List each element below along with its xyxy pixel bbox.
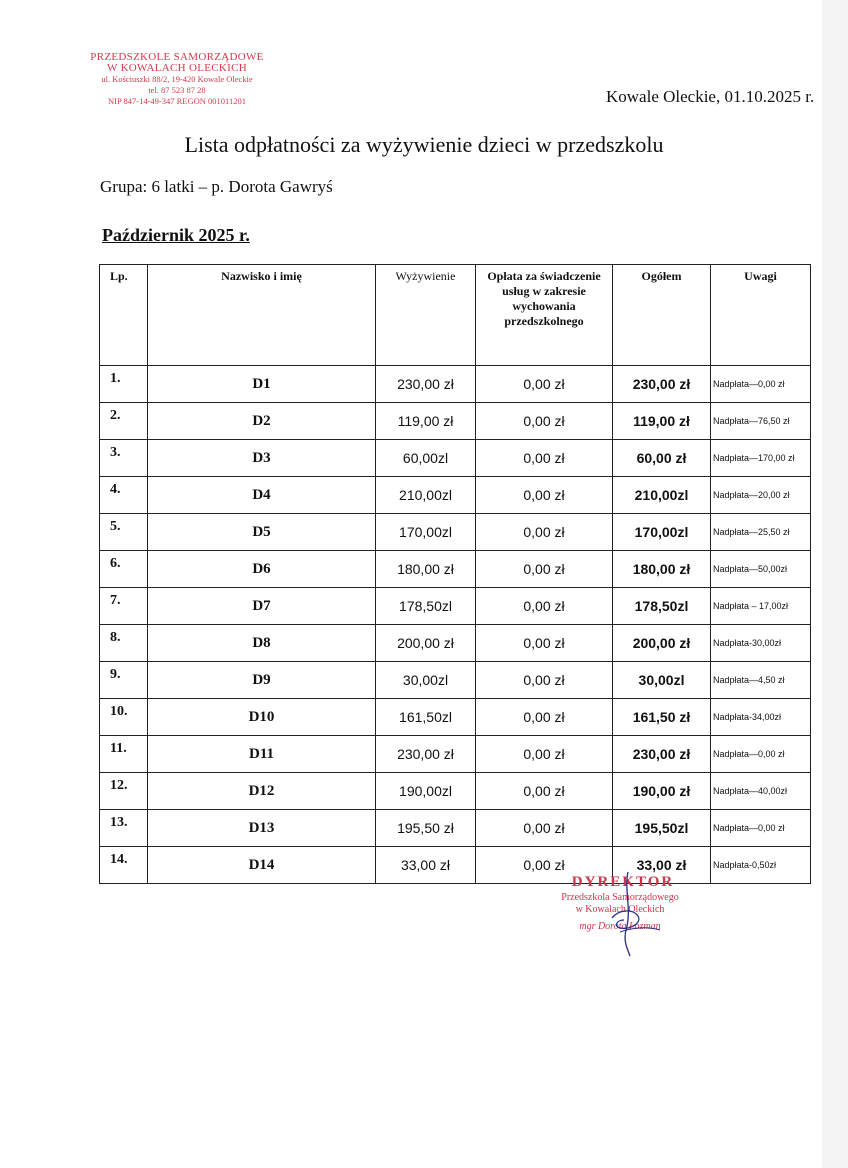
row-note: Nadpłata—4,50 zł	[711, 662, 811, 699]
table-row	[100, 847, 811, 884]
row-service: 0,00 zł	[476, 662, 613, 699]
header-food: Wyżywienie	[376, 265, 476, 366]
stamp-line-4: tel. 87 523 87 28	[148, 85, 206, 95]
row-food: 161,50zl	[376, 699, 476, 736]
row-total: 60,00 zł	[613, 440, 711, 477]
header-lp: Lp.	[100, 265, 148, 366]
table-header-row	[100, 265, 811, 366]
row-note: Nadpłata—0,00 zł	[711, 736, 811, 773]
row-service: 0,00 zł	[476, 736, 613, 773]
row-name: D4	[148, 477, 376, 514]
table-row	[100, 625, 811, 662]
row-name: D8	[148, 625, 376, 662]
row-lp: 1.	[100, 366, 148, 403]
row-note: Nadpłata—20,00 zł	[711, 477, 811, 514]
row-lp: 2.	[100, 403, 148, 440]
row-food: 30,00zl	[376, 662, 476, 699]
row-total: 180,00 zł	[613, 551, 711, 588]
stamp-line-1: PRZEDSZKOLE SAMORZĄDOWE	[90, 51, 264, 63]
row-name: D5	[148, 514, 376, 551]
stamp-line-5: NIP 847-14-49-347 REGON 001011201	[108, 96, 246, 106]
row-note: Nadpłata-34,00zł	[711, 699, 811, 736]
row-name: D12	[148, 773, 376, 810]
row-name: D1	[148, 366, 376, 403]
scan-edge	[822, 0, 848, 1168]
row-name: D3	[148, 440, 376, 477]
row-lp: 9.	[100, 662, 148, 699]
row-note: Nadpłata—25,50 zł	[711, 514, 811, 551]
row-total: 119,00 zł	[613, 403, 711, 440]
row-lp: 5.	[100, 514, 148, 551]
table-row	[100, 773, 811, 810]
row-lp: 10.	[100, 699, 148, 736]
row-note: Nadpłata-30,00zł	[711, 625, 811, 662]
row-food: 33,00 zł	[376, 847, 476, 884]
row-note: Nadpłata—76,50 zł	[711, 403, 811, 440]
row-food: 180,00 zł	[376, 551, 476, 588]
row-name: D13	[148, 810, 376, 847]
row-service: 0,00 zł	[476, 810, 613, 847]
header-name: Nazwisko i imię	[148, 265, 376, 366]
row-name: D11	[148, 736, 376, 773]
stamp-line-3: ul. Kościuszki 88/2, 19-420 Kowale Oleckie	[101, 74, 253, 84]
row-food: 195,50 zł	[376, 810, 476, 847]
row-lp: 3.	[100, 440, 148, 477]
school-stamp	[72, 52, 282, 107]
row-service: 0,00 zł	[476, 699, 613, 736]
row-total: 210,00zl	[613, 477, 711, 514]
row-service: 0,00 zł	[476, 440, 613, 477]
row-service: 0,00 zł	[476, 551, 613, 588]
row-total: 33,00 zł	[613, 847, 711, 884]
row-service: 0,00 zł	[476, 588, 613, 625]
row-service: 0,00 zł	[476, 366, 613, 403]
table-row	[100, 588, 811, 625]
month-heading: Październik 2025 r.	[102, 225, 250, 245]
row-food: 60,00zl	[376, 440, 476, 477]
signature-title: DYREKTOR	[571, 874, 675, 890]
row-lp: 8.	[100, 625, 148, 662]
row-lp: 13.	[100, 810, 148, 847]
table-row	[100, 477, 811, 514]
row-lp: 6.	[100, 551, 148, 588]
stamp-line-2: W KOWALACH OLECKICH	[107, 62, 247, 74]
table-row	[100, 551, 811, 588]
row-total: 170,00zl	[613, 514, 711, 551]
row-note: Nadpłata—170,00 zł	[711, 440, 811, 477]
row-service: 0,00 zł	[476, 625, 613, 662]
row-lp: 12.	[100, 773, 148, 810]
row-name: D9	[148, 662, 376, 699]
row-name: D6	[148, 551, 376, 588]
row-total: 30,00zl	[613, 662, 711, 699]
fees-table	[99, 264, 811, 884]
table-row	[100, 699, 811, 736]
row-food: 210,00zl	[376, 477, 476, 514]
table-row	[100, 440, 811, 477]
row-food: 230,00 zł	[376, 366, 476, 403]
row-service: 0,00 zł	[476, 514, 613, 551]
table-row	[100, 810, 811, 847]
table-row	[100, 403, 811, 440]
row-total: 161,50 zł	[613, 699, 711, 736]
header-notes: Uwagi	[711, 265, 811, 366]
row-service: 0,00 zł	[476, 477, 613, 514]
signature-line-3: w Kowalach Oleckich	[575, 904, 665, 915]
document-title: Lista odpłatności za wyżywienie dzieci w przedszkolu	[184, 132, 664, 157]
row-total: 200,00 zł	[613, 625, 711, 662]
row-food: 190,00zl	[376, 773, 476, 810]
row-lp: 4.	[100, 477, 148, 514]
header-service: Opłata za świadczenie usług w zakresie wychowania przedszkolnego	[476, 265, 613, 366]
row-food: 200,00 zł	[376, 625, 476, 662]
row-note: Nadpłata—0,00 zł	[711, 366, 811, 403]
row-note: Nadpłata-0,50zł	[711, 847, 811, 884]
row-note: Nadpłata—50,00zł	[711, 551, 811, 588]
row-lp: 14.	[100, 847, 148, 884]
row-name: D7	[148, 588, 376, 625]
place-date: Kowale Oleckie, 01.10.2025 r.	[606, 87, 815, 106]
row-service: 0,00 zł	[476, 847, 613, 884]
row-service: 0,00 zł	[476, 773, 613, 810]
director-signature-stamp	[520, 870, 700, 960]
row-note: Nadpłata—0,00 zł	[711, 810, 811, 847]
group-info: Grupa: 6 latki – p. Dorota Gawryś	[100, 177, 333, 196]
row-note: Nadpłata—40,00zł	[711, 773, 811, 810]
row-name: D10	[148, 699, 376, 736]
table-row	[100, 514, 811, 551]
handwritten-signature-icon	[520, 870, 700, 960]
row-name: D2	[148, 403, 376, 440]
row-total: 230,00 zł	[613, 736, 711, 773]
row-name: D14	[148, 847, 376, 884]
row-note: Nadpłata – 17,00zł	[711, 588, 811, 625]
row-food: 178,50zl	[376, 588, 476, 625]
row-total: 230,00 zł	[613, 366, 711, 403]
signature-line-2: Przedszkola Samorządowego	[561, 892, 679, 903]
table-row	[100, 366, 811, 403]
table-row	[100, 662, 811, 699]
row-lp: 7.	[100, 588, 148, 625]
row-food: 170,00zl	[376, 514, 476, 551]
signature-line-4: mgr Dorota Łozman	[579, 921, 661, 932]
row-service: 0,00 zł	[476, 403, 613, 440]
row-total: 178,50zl	[613, 588, 711, 625]
row-total: 195,50zl	[613, 810, 711, 847]
row-lp: 11.	[100, 736, 148, 773]
row-food: 119,00 zł	[376, 403, 476, 440]
row-food: 230,00 zł	[376, 736, 476, 773]
header-total: Ogółem	[613, 265, 711, 366]
row-total: 190,00 zł	[613, 773, 711, 810]
table-row	[100, 736, 811, 773]
